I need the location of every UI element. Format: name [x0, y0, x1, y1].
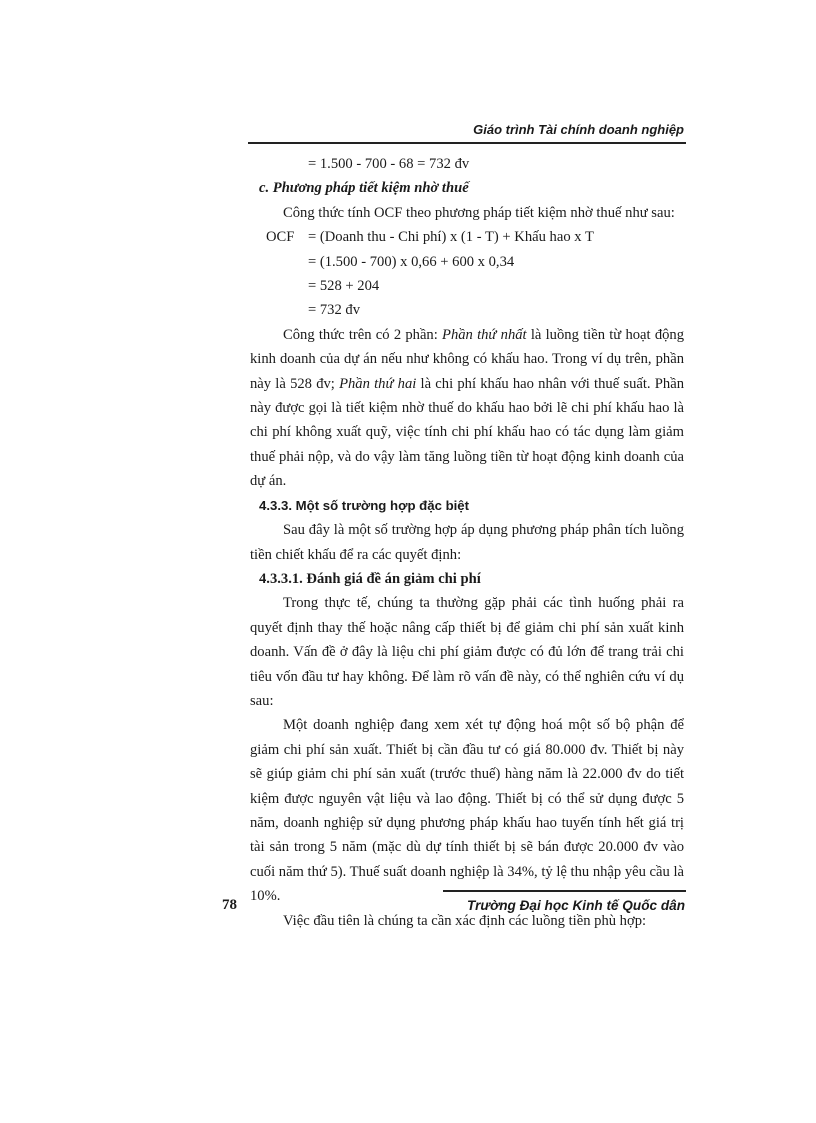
- formula-intro: Công thức tính OCF theo phương pháp tiết kiệm nhờ thuế như sau:: [283, 204, 675, 221]
- section-heading-4-3-3-1: 4.3.3.1. Đánh giá đề án giảm chi phí: [259, 570, 481, 587]
- paragraph-formula-explanation: Công thức trên có 2 phần: Phần thứ nhất là luồng tiền từ hoạt động kinh doanh của dự án nếu như không có khấu hao. Trong ví dụ trên, phần này là 528 đv; Phần thứ hai là chi phí khấu hao nhân với thuế suất. Phần này được gọi là tiết kiệm nhờ thuế do khấu hao bởi lẽ chi phí khấu hao là chi phí không xuất quỹ, việc tính chi phí khấu hao có tác dụng làm giảm thuế phải nộp, và do vậy làm tăng luồng tiền từ hoạt động kinh doanh của dự án.: [250, 326, 685, 490]
- ocf-formula: [250, 225, 684, 249]
- subheading-tax-shield-method: c. Phương pháp tiết kiệm nhờ thuế: [259, 180, 469, 197]
- running-header-title: Giáo trình Tài chính doanh nghiệp: [473, 122, 684, 137]
- formula-lhs: OCF: [266, 229, 295, 246]
- header-rule: [248, 142, 686, 144]
- formula-line: = (Doanh thu - Chi phí) x (1 - T) + Khấu hao x T: [308, 229, 594, 246]
- paragraph-special-cases-intro: Sau đây là một số trường hợp áp dụng phương pháp phân tích luồng tiền chiết khấu để ra các quyết định:: [250, 522, 684, 563]
- formula-line: = 528 + 204: [308, 278, 380, 295]
- emphasis-part-two: Phần thứ hai: [339, 375, 417, 392]
- paragraph-next-step: Việc đầu tiên là chúng ta cần xác định các luồng tiền phù hợp:: [283, 912, 647, 929]
- page-body: [250, 152, 684, 933]
- emphasis-part-one: Phần thứ nhất: [442, 326, 527, 343]
- section-heading-4-3-3: 4.3.3. Một số trường hợp đặc biệt: [259, 497, 470, 513]
- footer-publisher: Trường Đại học Kinh tế Quốc dân: [467, 898, 685, 913]
- equation-result-line: = 1.500 - 700 - 68 = 732 đv: [308, 156, 470, 172]
- formula-line: = (1.500 - 700) x 0,66 + 600 x 0,34: [308, 253, 515, 270]
- paragraph-cost-reduction-context: Trong thực tế, chúng ta thường gặp phải các tình huống phải ra quyết định thay thế hoặc nâng cấp thiết bị để giảm chi phí sản xuất kinh doanh. Vấn đề ở đây là liệu chi phí giảm được có đủ lớn để trang trải chi tiêu vốn đầu tư hay không. Để làm rõ vấn đề này, có thể nghiên cứu ví dụ sau:: [250, 595, 684, 709]
- paragraph-example: Một doanh nghiệp đang xem xét tự động hoá một số bộ phận để giảm chi phí sản xuất. Thiết bị cần đầu tư có giá 80.000 đv. Thiết bị này sẽ giúp giảm chi phí sản xuất (trước thuế) hàng năm là 22.000 đv do tiết kiệm được nguyên vật liệu và lao động. Thiết bị có thể sử dụng được 5 năm, doanh nghiệp sử dụng phương pháp khấu hao tuyến tính hết giá trị tài sản trong 5 năm (mặc dù dự tính thiết bị sẽ bán được 20.000 đv vào cuối năm thứ 5). Thuế suất doanh nghiệp là 34%, tỷ lệ thu nhập yêu cầu là 10%.: [250, 717, 684, 905]
- page-number: 78: [222, 897, 237, 913]
- footer-rule: [443, 890, 686, 892]
- formula-line: = 732 đv: [308, 302, 361, 319]
